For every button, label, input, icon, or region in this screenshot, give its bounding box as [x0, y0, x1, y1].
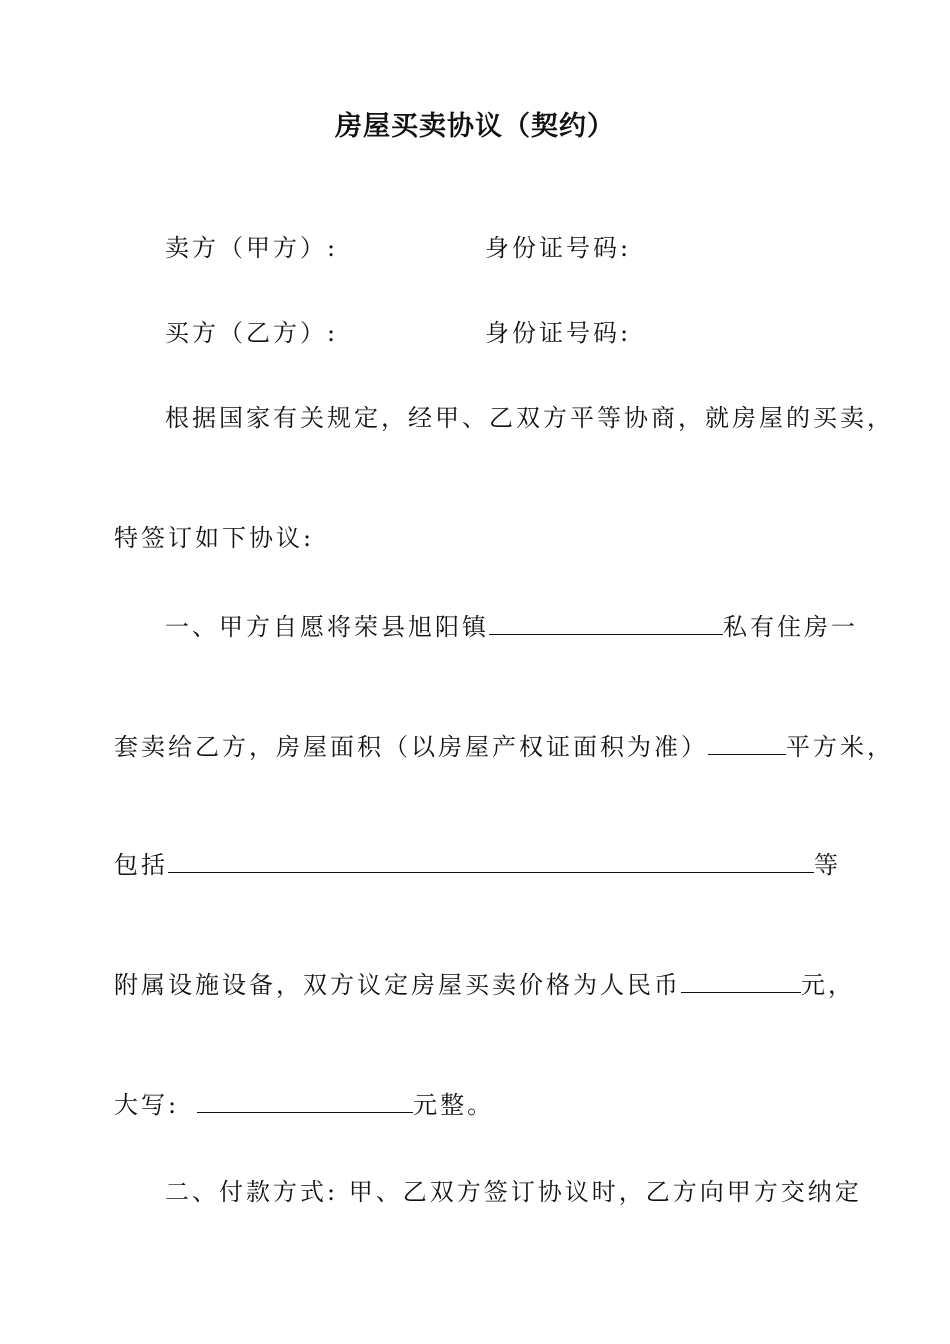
clause-1-include-text: 包括 [114, 851, 168, 879]
clause-2-line-1: 二、付款方式: 甲、乙双方签订协议时，乙方向甲方交纳定 [165, 1178, 862, 1206]
clause-1-capital-label: 大写: [114, 1091, 180, 1119]
intro-paragraph-line-1: 根据国家有关规定，经甲、乙双方平等协商，就房屋的买卖， [165, 404, 894, 432]
buyer-label: 买方（乙方）: [165, 319, 339, 347]
clause-1-price-unit: 元， [801, 971, 855, 999]
seller-label: 卖方（甲方）: [165, 234, 339, 262]
clause-1-area-unit: 平方米， [786, 733, 894, 761]
clause-1-line-3 [114, 848, 841, 881]
clause-1-etc-text: 等 [814, 851, 841, 879]
seller-id-label: 身份证号码: [485, 234, 632, 262]
clause-1-line-2 [114, 730, 894, 763]
clause-1-capital-unit: 元整。 [413, 1091, 495, 1119]
document-title: 房屋买卖协议（契约） [335, 111, 615, 142]
address-blank[interactable] [489, 610, 723, 635]
clause-1-area-text: 套卖给乙方，房屋面积（以房屋产权证面积为准） [114, 733, 708, 761]
clause-1-price-text: 附属设施设备，双方议定房屋买卖价格为人民币 [114, 971, 681, 999]
clause-1-text-b: 私有住房一 [723, 613, 858, 641]
included-items-blank[interactable] [168, 848, 814, 873]
clause-1-line-1 [165, 610, 858, 643]
price-capital-blank[interactable] [197, 1088, 413, 1113]
clause-1-text-a: 一、甲方自愿将荣县旭阳镇 [165, 613, 489, 641]
price-blank[interactable] [681, 968, 801, 993]
area-blank[interactable] [708, 730, 786, 755]
clause-1-line-5 [114, 1088, 494, 1121]
buyer-id-label: 身份证号码: [485, 319, 632, 347]
intro-paragraph-line-2: 特签订如下协议: [114, 524, 315, 552]
clause-1-line-4 [114, 968, 855, 1001]
